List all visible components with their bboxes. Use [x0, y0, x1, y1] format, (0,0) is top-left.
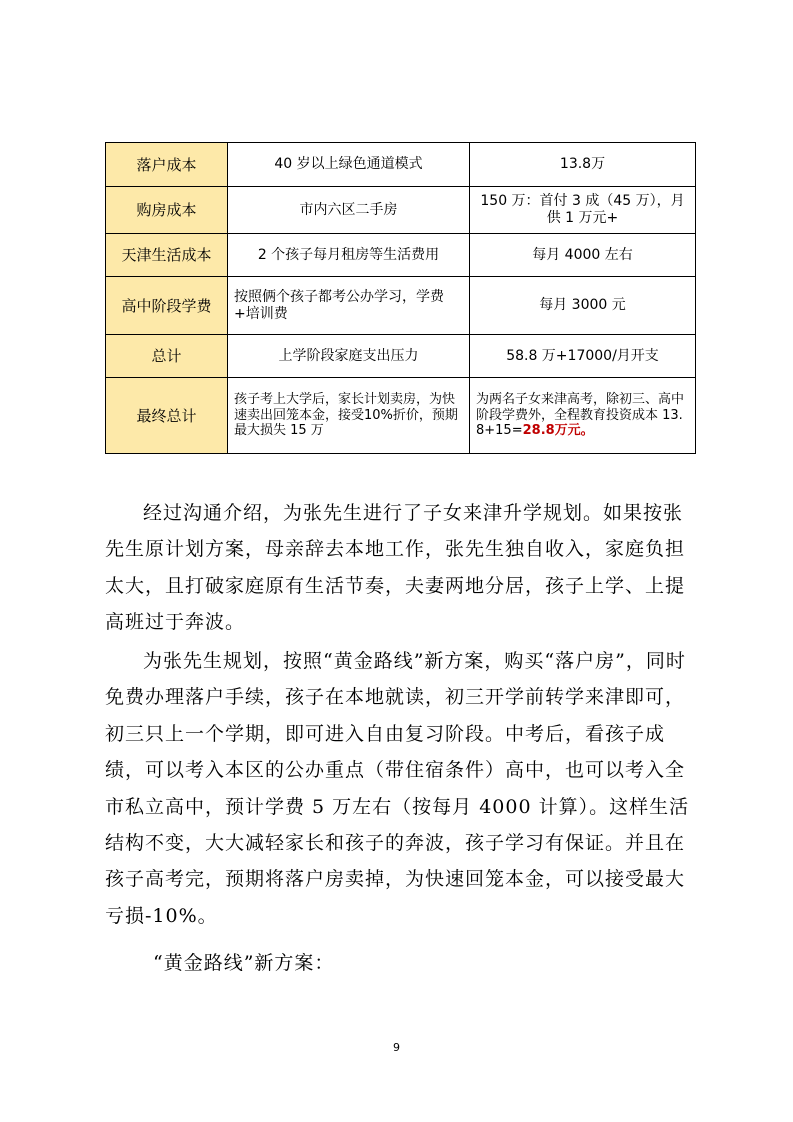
- paragraph-3: “黄金路线”新方案：: [153, 952, 335, 974]
- row-cost: 每月 4000 左右: [470, 234, 696, 277]
- row-label: 总计: [106, 335, 228, 378]
- row-label: 高中阶段学费: [106, 277, 228, 335]
- table-row: [106, 277, 696, 335]
- row-cost: 150 万：首付 3 成（45 万），月供 1 万元+: [470, 187, 696, 234]
- row-label: 天津生活成本: [106, 234, 228, 277]
- final-cost-highlight: 28.8万元。: [522, 423, 594, 439]
- row-cost: 58.8 万+17000/月开支: [470, 335, 696, 378]
- row-label: 落户成本: [106, 143, 228, 187]
- table-row: [106, 143, 696, 187]
- row-cost: 13.8万: [470, 143, 696, 187]
- page-number: 9: [393, 1041, 400, 1054]
- table-row: [106, 335, 696, 378]
- paragraph-1: 经过沟通介绍，为张先生进行了子女来津升学规划。如果按张先生原计划方案，母亲辞去本地工作，张先生独自收入，家庭负担太大，且打破家庭原有生活节奏，夫妻两地分居，孩子上学、上提高班过于奔波。: [105, 502, 686, 634]
- final-cost-text: 为两名子女来津高考，除初三、高中阶段学费外，全程教育投资成本 13.8+15=: [476, 392, 685, 439]
- row-description: 2 个孩子每月租房等生活费用: [228, 234, 470, 277]
- final-row-description: 孩子考上大学后，家长计划卖房，为快速卖出回笼本金，接受10%折价，预期最大损失 15 万: [228, 378, 470, 454]
- table-row: [106, 234, 696, 277]
- row-description: 市内六区二手房: [228, 187, 470, 234]
- table-row-final: [106, 378, 696, 454]
- cost-table: [105, 142, 696, 454]
- paragraph-2: 为张先生规划，按照“黄金路线”新方案，购买“落户房”，同时免费办理落户手续，孩子在本地就读，初三开学前转学来津即可，初三只上一个学期，即可进入自由复习阶段。中考后，看孩子成绩，可以考入本区的公办重点（带住宿条件）高中，也可以考入全市私立高中，预计学费 5 万左右（按每月 4000 计算）。这样生活结构不变，大大减轻家长和孩子的奔波，孩子学习有保证。并且在孩子高考完，预期将落户房卖掉，为快速回笼本金，可以接受最大亏损-10%。: [105, 650, 690, 927]
- row-description: 按照俩个孩子都考公办学习，学费+培训费: [228, 277, 470, 335]
- final-row-label: 最终总计: [106, 378, 228, 454]
- table-row: [106, 187, 696, 234]
- row-label: 购房成本: [106, 187, 228, 234]
- row-description: 上学阶段家庭支出压力: [228, 335, 470, 378]
- final-row-cost: [470, 378, 696, 454]
- row-description: 40 岁以上绿色通道模式: [228, 143, 470, 187]
- row-cost: 每月 3000 元: [470, 277, 696, 335]
